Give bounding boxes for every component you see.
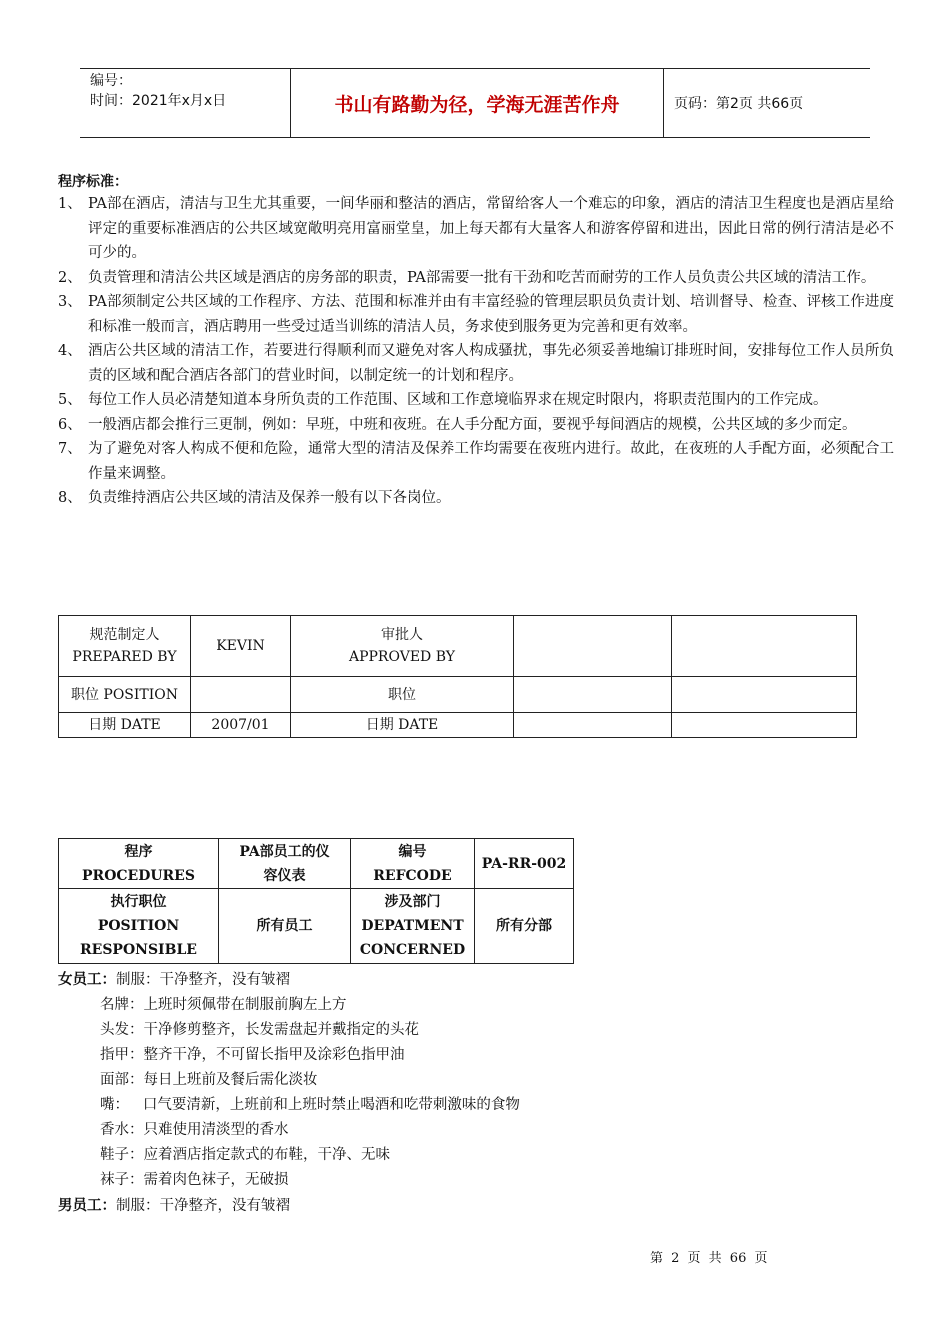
list-item: 名牌：上班时须佩带在制服前胸左上方 [100,997,347,1013]
department-cn: 涉及部门 [384,894,441,910]
position-value-2 [514,677,672,713]
procedure-table [58,838,574,964]
date-extra [672,713,857,738]
list-item: 香水：只难使用清淡型的香水 [100,1122,289,1138]
approved-by-extra [672,616,857,677]
department-en1: DEPATMENT [361,918,464,934]
procedures-value-line2: 容仪表 [263,867,306,884]
procedures-value-line1: PA部员工的仪 [239,843,330,860]
item-number: 5、 [58,392,82,408]
prepared-by-en: PREPARED BY [72,649,177,665]
male-label: 男员工： [58,1197,116,1214]
date-label: 日期 DATE [59,713,191,738]
list-item [58,339,894,388]
date-value-2 [514,713,672,738]
position-value [191,677,291,713]
item-number: 7、 [58,441,82,457]
prepared-by-value: KEVIN [191,616,291,677]
list-item: 指甲：整齐干净，不可留长指甲及涂彩色指甲油 [100,1047,405,1063]
date-label-2: 日期 DATE [291,713,514,738]
position-responsible-en1: POSITION [97,918,180,934]
list-item [58,290,894,339]
page-footer: 第 2 页 共 66 页 [650,1251,768,1266]
male-uniform: 制服：干净整齐，没有皱褶 [116,1198,290,1214]
header-motto: 书山有路勤为径，学海无涯苦作舟 [290,69,664,137]
refcode-cn: 编号 [398,843,427,860]
position-label: 职位 POSITION [59,677,191,713]
item-text: 为了避免对客人构成不便和危险，通常大型的清洁及保养工作均需要在夜班内进行。故此，在夜班的人手配方面，必须配合工作量来调整。 [88,441,894,482]
item-number: 1、 [58,196,82,212]
item-number: 6、 [58,416,82,433]
header-number: 编号： [90,73,132,89]
page-header [80,68,870,138]
list-item: 袜子：需着肉色袜子，无破损 [100,1172,289,1188]
female-uniform: 制服：干净整齐，没有皱褶 [116,972,290,988]
list-item: 面部：每日上班前及餐后需化淡妆 [100,1072,318,1088]
refcode-value: PA-RR-002 [475,839,574,889]
standards-list [58,192,894,511]
position-responsible-label [59,889,219,964]
prepared-by-label [59,616,191,677]
position-responsible-en2: RESPONSIBLE [80,942,197,958]
item-text: 负责维持酒店公共区域的清洁及保养一般有以下各岗位。 [88,490,451,506]
item-text: 一般酒店都会推行三更制，例如：早班，中班和夜班。在人手分配方面，要视乎每间酒店的规模，公共区域的多少而定。 [88,416,857,433]
male-first-row [58,1193,520,1219]
position-label-2: 职位 [291,677,514,713]
list-item [58,266,894,291]
item-number: 8、 [58,490,82,506]
position-extra [672,677,857,713]
item-number: 4、 [58,343,82,359]
procedures-en: PROCEDURES [82,867,195,884]
refcode-label [351,839,475,889]
list-item: 鞋子：应着酒店指定款式的布鞋，干净、无味 [100,1147,390,1163]
item-text: PA部须制定公共区域的工作程序、方法、范围和标准并由有丰富经验的管理层职员负责计划、培训督导、检查、评核工作进度和标准一般而言，酒店聘用一些受过适当训练的清洁人员，务求使到服务更为完善和更有效率。 [88,294,894,335]
list-item: 头发：干净修剪整齐，长发需盘起并戴指定的头花 [100,1022,419,1038]
header-page-number: 页码：第2页 共66页 [674,96,804,112]
department-value: 所有分部 [475,889,574,964]
header-meta [80,69,290,137]
item-number: 3、 [58,294,82,310]
procedures-label [59,839,219,889]
list-item [58,486,894,511]
position-responsible-value: 所有员工 [219,889,351,964]
approval-table [58,615,857,738]
female-first-row [58,967,520,993]
department-en2: CONCERNED [359,942,466,958]
section-title: 程序标准： [58,174,128,190]
refcode-en: REFCODE [373,867,452,884]
uniform-rules [58,967,520,1219]
department-label [351,889,475,964]
female-label: 女员工： [58,971,116,988]
date-value: 2007/01 [191,713,291,738]
procedures-cn: 程序 [124,843,153,860]
item-number: 2、 [58,269,82,286]
list-item: 嘴： 口气要清新，上班前和上班时禁止喝酒和吃带刺激味的食物 [100,1097,520,1113]
item-text: 每位工作人员必清楚知道本身所负责的工作范围、区域和工作意境临界求在规定时限内，将职责范围内的工作完成。 [88,392,828,408]
item-text: 酒店公共区域的清洁工作，若要进行得顺利而又避免对客人构成骚扰，事先必须妥善地编订排班时间，安排每位工作人员所负责的区域和配合酒店各部门的营业时间，以制定统一的计划和程序。 [88,343,894,384]
approved-by-label [291,616,514,677]
procedures-value [219,839,351,889]
list-item [58,413,894,438]
approved-by-value [514,616,672,677]
approved-by-en: APPROVED BY [348,649,455,665]
list-item [58,192,894,266]
list-item [58,388,894,413]
position-responsible-cn: 执行职位 [110,894,167,910]
item-text: PA部在酒店，清洁与卫生尤其重要，一间华丽和整洁的酒店，常留给客人一个难忘的印象，酒店的清洁卫生程度也是酒店星给评定的重要标准酒店的公共区域宽敞明亮用富丽堂皇，加上每天都有大量客人和游客停留和进出，因此日常的例行清洁是必不可少的。 [88,196,894,261]
item-text: 负责管理和清洁公共区域是酒店的房务部的职责，PA部需要一批有干劲和吃苦而耐劳的工作人员负责公共区域的清洁工作。 [88,269,876,286]
approved-by-cn: 审批人 [381,627,423,643]
header-time: 时间：2021年x月x日 [90,93,227,109]
list-item [58,437,894,486]
prepared-by-cn: 规范制定人 [89,627,160,643]
